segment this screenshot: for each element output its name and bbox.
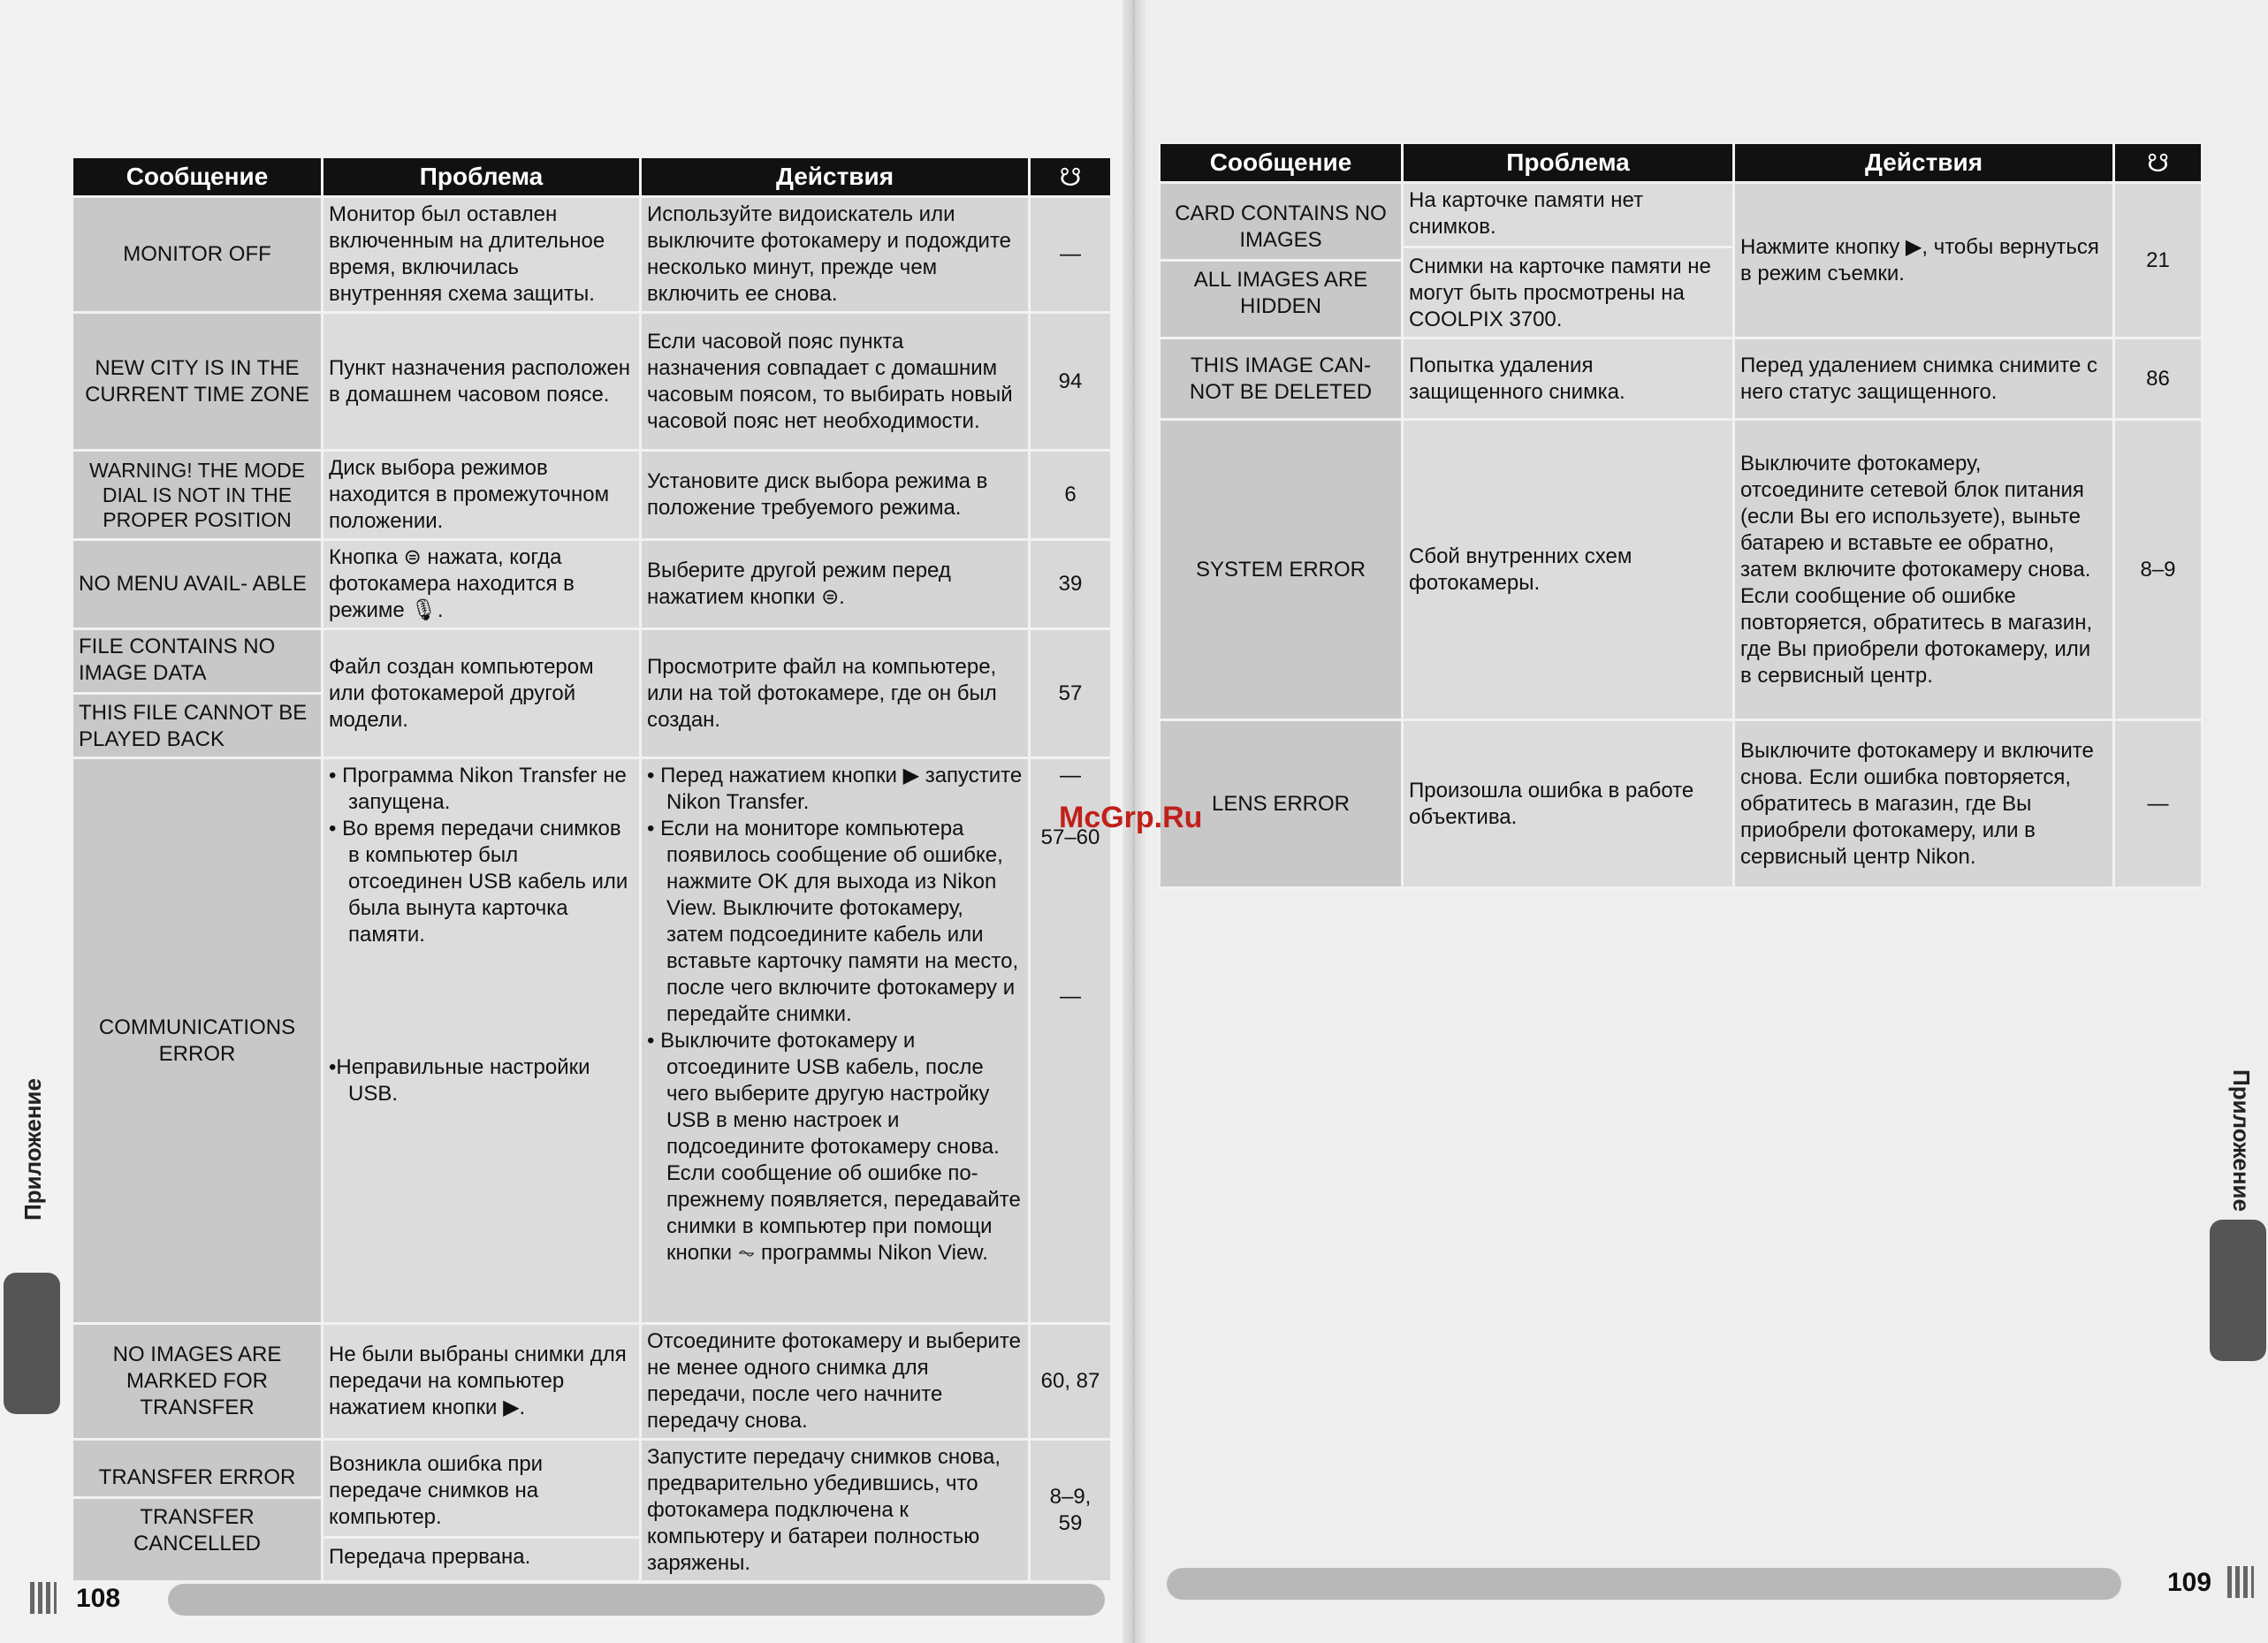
table-row: [72, 1440, 1112, 1582]
problem-cell: Монитор был оставлен включенным на длительное время, включилась внутренняя схема защиты.: [323, 197, 641, 313]
action-cell: [641, 758, 1030, 1324]
table-row: [72, 1324, 1112, 1440]
left-page-number: 108: [76, 1584, 121, 1613]
divider: [73, 1496, 321, 1499]
table-header-row: [1160, 143, 2203, 183]
left-side-label: Приложение: [19, 1078, 46, 1221]
left-footer-bar: [168, 1584, 1105, 1616]
action-cell: Отсоедините фотокамеру и выберите не менее одного снимка для передачи, после чего начните передачу снова.: [641, 1324, 1030, 1440]
problem-cell: Произошла ошибка в работе объектива.: [1403, 720, 1734, 888]
message-cell: [72, 1440, 323, 1582]
action-cell: Просмотрите файл на компьютере, или на той фотокамере, где он был создан.: [641, 629, 1030, 758]
message-cell: LENS ERROR: [1160, 720, 1403, 888]
action-cell: Используйте видоискатель или выключите фотокамеру и подождите несколько минут, прежде чем включить ее снова.: [641, 197, 1030, 313]
page-ref-cell: 86: [2114, 338, 2203, 420]
table-row: [72, 540, 1112, 629]
table-row: [72, 313, 1112, 451]
message-cell: SYSTEM ERROR: [1160, 420, 1403, 720]
message-cell: COMMUNICATIONS ERROR: [72, 758, 323, 1324]
page-ref-cell: 6: [1030, 451, 1112, 540]
header-message: Сообщение: [1160, 143, 1403, 183]
action-cell: Запустите передачу снимков снова, предварительно убедившись, что фотокамера подключена к компьютеру и батареи полностью заряжены.: [641, 1440, 1030, 1582]
divider: [73, 692, 321, 695]
problem-cell: Пункт назначения расположен в домашнем часовом поясе.: [323, 313, 641, 451]
table-row: [72, 197, 1112, 313]
page-ref-cell: 21: [2114, 183, 2203, 338]
message-file-no-data: FILE CONTAINS NO IMAGE DATA: [79, 635, 276, 685]
right-section-tab: [2210, 1220, 2266, 1361]
header-page-icon: ☋: [2114, 143, 2203, 183]
header-message: Сообщение: [72, 157, 323, 197]
message-transfer-cancelled: TRANSFER CANCELLED: [133, 1504, 262, 1556]
problem-no-images: На карточке памяти нет снимков.: [1409, 188, 1644, 239]
message-cannot-play: THIS FILE CANNOT BE PLAYED BACK: [79, 701, 308, 751]
problem-cell: [323, 758, 641, 1324]
table-row: [72, 451, 1112, 540]
header-actions: Действия: [641, 157, 1030, 197]
message-cell: NEW CITY IS IN THE CURRENT TIME ZONE: [72, 313, 323, 451]
action-cell: Нажмите кнопку ▶, чтобы вернуться в режим съемки.: [1734, 183, 2114, 338]
page-ref-cell: 8–9: [2114, 420, 2203, 720]
action-item: • Перед нажатием кнопки ▶ запустите Nikon Transfer.: [647, 764, 1023, 814]
page-ref: 57–60: [1040, 825, 1100, 849]
action-item: • Если на мониторе компьютера появилось сообщение об ошибке, нажмите OK для выхода из Nikon View. Выключите фотокамеру, затем подсоедините кабель или вставьте карточку памяти на место, после чего включите фотокамеру и передайте снимки.: [647, 817, 1019, 1026]
action-cell: Выключите фотокамеру и включите снова. Если ошибка повторяется, обратитесь в магазин, где Вы приобрели фотокамеру, или в сервисный центр Nikon.: [1734, 720, 2114, 888]
right-footer-stripes: [2227, 1566, 2254, 1598]
page-ref-cell: 60, 87: [1030, 1324, 1112, 1440]
right-page-number: 109: [2167, 1568, 2212, 1597]
page-ref: —: [1060, 985, 1081, 1008]
table-header-row: [72, 157, 1112, 197]
message-cell: MONITOR OFF: [72, 197, 323, 313]
action-cell: Перед удалением снимка снимите с него статус защищенного.: [1734, 338, 2114, 420]
message-cell: [72, 629, 323, 758]
header-page-icon: ☋: [1030, 157, 1112, 197]
spacer: [1036, 851, 1105, 984]
header-actions: Действия: [1734, 143, 2114, 183]
action-cell: Установите диск выбора режима в положение требуемого режима.: [641, 451, 1030, 540]
message-cell: [1160, 183, 1403, 338]
header-problem: Проблема: [1403, 143, 1734, 183]
problem-cell: [1403, 183, 1734, 338]
action-cell: Если часовой пояс пункта назначения совпадает с домашним часовым поясом, то выбирать новый часовой пояс нет необходимости.: [641, 313, 1030, 451]
page-ref-cell: [1030, 758, 1112, 1324]
message-images-hidden: ALL IMAGES ARE HIDDEN: [1193, 268, 1368, 318]
left-error-table: [71, 156, 1113, 1583]
page-ref-cell: —: [2114, 720, 2203, 888]
page-ref-cell: 57: [1030, 629, 1112, 758]
message-cell: WARNING! THE MODE DIAL IS NOT IN THE PROPER POSITION: [72, 451, 323, 540]
message-cell: NO MENU AVAIL- ABLE: [72, 540, 323, 629]
page-ref-cell: 39: [1030, 540, 1112, 629]
action-cell: Выберите другой режим перед нажатием кнопки ⊜.: [641, 540, 1030, 629]
problem-hidden: Снимки на карточке памяти не могут быть просмотрены на COOLPIX 3700.: [1409, 255, 1711, 331]
watermark: McGrp.Ru: [1059, 801, 1203, 834]
problem-cell: Файл создан компьютером или фотокамерой другой модели.: [323, 629, 641, 758]
table-row: [72, 629, 1112, 758]
spacer: [329, 948, 634, 1054]
left-footer-stripes: [30, 1582, 57, 1614]
table-row: [1160, 183, 2203, 338]
table-row: [1160, 420, 2203, 720]
table-row: [1160, 720, 2203, 888]
message-cell: NO IMAGES ARE MARKED FOR TRANSFER: [72, 1324, 323, 1440]
problem-item: • Программа Nikon Transfer не запущена.: [329, 764, 627, 814]
problem-item: •Неправильные настройки USB.: [329, 1055, 590, 1106]
problem-transfer-cancelled: Передача прервана.: [329, 1544, 531, 1569]
problem-cell: Сбой внутренних схем фотокамеры.: [1403, 420, 1734, 720]
table-row: [1160, 338, 2203, 420]
page-ref: —: [1060, 764, 1081, 787]
divider: [1404, 246, 1732, 248]
problem-cell: [323, 1440, 641, 1582]
right-error-table: [1158, 141, 2203, 889]
problem-cell: Кнопка ⊜ нажата, когда фотокамера находится в режиме 🎙.: [323, 540, 641, 629]
right-side-label: Приложение: [2228, 1069, 2255, 1212]
action-item: • Выключите фотокамеру и отсоедините USB кабель, после чего выберите другую настройку USB в меню настроек и подсоедините фотокамеру снова. Если сообщение об ошибке по-прежнему появляется, передавайте снимки в компьютер при помощи кнопки ⏦ программы Nikon View.: [647, 1029, 1021, 1265]
message-cell: THIS IMAGE CAN- NOT BE DELETED: [1160, 338, 1403, 420]
divider: [1161, 259, 1401, 262]
page-ref-cell: 8–9, 59: [1030, 1440, 1112, 1582]
header-problem: Проблема: [323, 157, 641, 197]
problem-transfer-error: Возникла ошибка при передаче снимков на компьютер.: [329, 1451, 544, 1529]
divider: [323, 1536, 639, 1539]
page-ref-cell: 94: [1030, 313, 1112, 451]
problem-cell: Попытка удаления защищенного снимка.: [1403, 338, 1734, 420]
table-row: [72, 758, 1112, 1324]
problem-cell: Диск выбора режимов находится в промежуточном положении.: [323, 451, 641, 540]
message-card-no-images: CARD CONTAINS NO IMAGES: [1175, 202, 1387, 252]
problem-cell: Не были выбраны снимки для передачи на компьютер нажатием кнопки ▶.: [323, 1324, 641, 1440]
action-cell: Выключите фотокамеру, отсоедините сетевой блок питания (если Вы его используете), выньте батарею и вставьте ее обратно, затем включите фотокамеру снова. Если сообщение об ошибке повторяется, обратитесь в магазин, где Вы приобрели фотокамеру, или в сервисный центр.: [1734, 420, 2114, 720]
right-footer-bar: [1167, 1568, 2121, 1600]
message-transfer-error: TRANSFER ERROR: [98, 1464, 296, 1489]
left-section-tab: [4, 1273, 60, 1414]
page-ref-cell: —: [1030, 197, 1112, 313]
problem-item: • Во время передачи снимков в компьютер был отсоединен USB кабель или была вынута карточка памяти.: [329, 817, 628, 947]
